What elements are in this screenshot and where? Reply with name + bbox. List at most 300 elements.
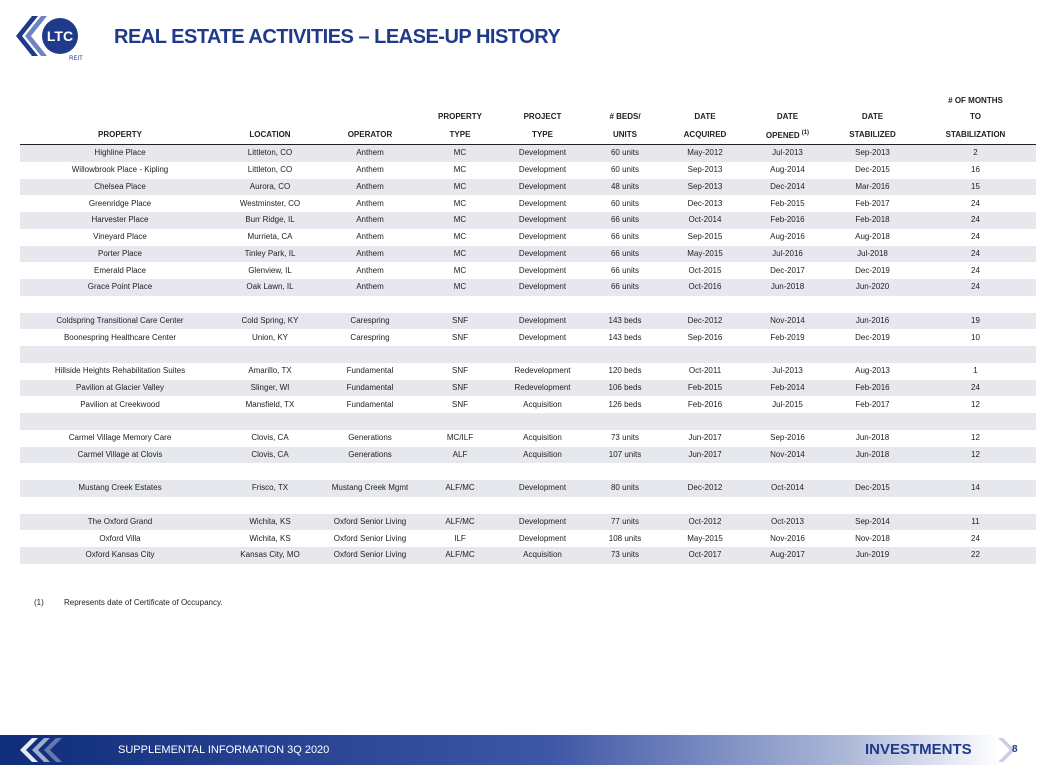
col-header-date-opened [745, 93, 830, 109]
cell-property-type [420, 463, 500, 480]
cell-beds-units: 66 units [585, 279, 665, 296]
cell-property-type: MC [420, 262, 500, 279]
cell-date-opened: Aug-2016 [745, 229, 830, 246]
cell-project-type: Development [500, 329, 585, 346]
cell-location: Oak Lawn, IL [220, 279, 320, 296]
cell-project-type: Development [500, 229, 585, 246]
cell-date-acquired: Oct-2012 [665, 514, 745, 531]
cell-date-acquired: Feb-2016 [665, 396, 745, 413]
cell-operator: Generations [320, 447, 420, 464]
cell-months-to-stabilization: 24 [915, 279, 1036, 296]
cell-beds-units: 48 units [585, 179, 665, 196]
cell-location: Burr Ridge, IL [220, 212, 320, 229]
cell-property [20, 497, 220, 514]
cell-location: Clovis, CA [220, 447, 320, 464]
cell-project-type: Development [500, 514, 585, 531]
cell-months-to-stabilization: 22 [915, 547, 1036, 564]
cell-date-acquired: Oct-2015 [665, 262, 745, 279]
cell-location: Murrieta, CA [220, 229, 320, 246]
cell-project-type: Development [500, 179, 585, 196]
cell-date-opened [745, 413, 830, 430]
cell-beds-units: 73 units [585, 547, 665, 564]
cell-property: Hillside Heights Rehabilitation Suites [20, 363, 220, 380]
col-header-months: # OF MONTHS [948, 96, 1003, 105]
cell-date-acquired: Sep-2016 [665, 329, 745, 346]
cell-property-type: MC [420, 229, 500, 246]
cell-date-acquired: May-2012 [665, 145, 745, 162]
lease-up-table [20, 93, 1036, 564]
cell-beds-units: 66 units [585, 212, 665, 229]
cell-project-type: Acquisition [500, 396, 585, 413]
cell-operator: Mustang Creek Mgmt [320, 480, 420, 497]
cell-property-type: MC/ILF [420, 430, 500, 447]
cell-property [20, 413, 220, 430]
cell-property: Porter Place [20, 246, 220, 263]
table-spacer-row [20, 346, 1036, 363]
cell-date-opened: Nov-2014 [745, 313, 830, 330]
cell-beds-units: 126 beds [585, 396, 665, 413]
cell-beds-units [585, 296, 665, 313]
page-title: REAL ESTATE ACTIVITIES – LEASE-UP HISTORY [114, 26, 561, 48]
cell-property-type: MC [420, 179, 500, 196]
cell-property-type: SNF [420, 313, 500, 330]
cell-location: Amarillo, TX [220, 363, 320, 380]
col-header-property: PROPERTY [20, 125, 220, 145]
cell-property-type: MC [420, 279, 500, 296]
table-row [20, 313, 1036, 330]
cell-months-to-stabilization: 24 [915, 262, 1036, 279]
cell-date-acquired: May-2015 [665, 530, 745, 547]
cell-date-stabilized: Dec-2015 [830, 162, 915, 179]
cell-project-type: Development [500, 530, 585, 547]
table-row [20, 514, 1036, 531]
col-header-date-stabilized: STABILIZED [830, 125, 915, 145]
cell-property-type [420, 296, 500, 313]
table-body [20, 145, 1036, 564]
cell-date-opened: Feb-2016 [745, 212, 830, 229]
cell-date-stabilized: Jun-2016 [830, 313, 915, 330]
cell-property-type: ALF [420, 447, 500, 464]
cell-property: Harvester Place [20, 212, 220, 229]
col-header-property [20, 93, 220, 109]
cell-date-acquired [665, 497, 745, 514]
footnote [34, 598, 223, 607]
cell-beds-units [585, 463, 665, 480]
footer-section-title: INVESTMENTS [865, 741, 972, 758]
cell-project-type [500, 296, 585, 313]
cell-date-stabilized [830, 497, 915, 514]
cell-property-type: MC [420, 145, 500, 162]
header-row [20, 109, 1036, 125]
cell-beds-units: 108 units [585, 530, 665, 547]
header-row [20, 93, 1036, 109]
cell-property: Pavilion at Creekwood [20, 396, 220, 413]
cell-project-type: Development [500, 313, 585, 330]
cell-beds-units: 107 units [585, 447, 665, 464]
cell-project-type [500, 463, 585, 480]
cell-project-type [500, 497, 585, 514]
cell-date-acquired: Oct-2016 [665, 279, 745, 296]
cell-months-to-stabilization [915, 463, 1036, 480]
cell-months-to-stabilization: 1 [915, 363, 1036, 380]
col-header-operator [320, 109, 420, 125]
cell-beds-units: 143 beds [585, 329, 665, 346]
cell-property-type: ALF/MC [420, 547, 500, 564]
cell-location [220, 413, 320, 430]
cell-date-opened: Jun-2018 [745, 279, 830, 296]
cell-beds-units: 66 units [585, 246, 665, 263]
cell-property: Vineyard Place [20, 229, 220, 246]
cell-date-opened [745, 497, 830, 514]
cell-date-stabilized: Dec-2019 [830, 262, 915, 279]
logo-subtext: REIT [69, 56, 83, 62]
footer-label: SUPPLEMENTAL INFORMATION 3Q 2020 [118, 744, 330, 756]
cell-operator: Carespring [320, 329, 420, 346]
cell-property [20, 296, 220, 313]
cell-property: Coldspring Transitional Care Center [20, 313, 220, 330]
cell-date-stabilized [830, 346, 915, 363]
col-header-location [220, 93, 320, 109]
cell-location: Clovis, CA [220, 430, 320, 447]
cell-date-opened: Dec-2014 [745, 179, 830, 196]
table-spacer-row [20, 413, 1036, 430]
cell-date-acquired: May-2015 [665, 246, 745, 263]
table-row [20, 480, 1036, 497]
page-number: 8 [1012, 744, 1018, 755]
cell-location: Cold Spring, KY [220, 313, 320, 330]
col-header-months: TO [970, 112, 981, 121]
cell-property [20, 463, 220, 480]
cell-date-opened [745, 463, 830, 480]
cell-months-to-stabilization: 12 [915, 447, 1036, 464]
table-row [20, 380, 1036, 397]
cell-date-stabilized: Feb-2017 [830, 396, 915, 413]
cell-date-stabilized [830, 296, 915, 313]
cell-months-to-stabilization [915, 346, 1036, 363]
cell-date-stabilized: Aug-2013 [830, 363, 915, 380]
cell-date-opened: Feb-2019 [745, 329, 830, 346]
cell-beds-units: 80 units [585, 480, 665, 497]
cell-property: Pavilion at Glacier Valley [20, 380, 220, 397]
cell-location: Aurora, CO [220, 179, 320, 196]
col-header-location: LOCATION [220, 125, 320, 145]
table-row [20, 145, 1036, 162]
cell-location [220, 296, 320, 313]
col-header-date-acquired [665, 93, 745, 109]
cell-property: Oxford Villa [20, 530, 220, 547]
cell-property-type [420, 346, 500, 363]
col-header-beds-units: # BEDS/ [609, 112, 641, 121]
cell-months-to-stabilization: 12 [915, 430, 1036, 447]
cell-months-to-stabilization: 24 [915, 246, 1036, 263]
table-row [20, 195, 1036, 212]
cell-date-acquired: Oct-2011 [665, 363, 745, 380]
cell-date-opened: Oct-2013 [745, 514, 830, 531]
cell-property-type: MC [420, 195, 500, 212]
cell-date-stabilized: Dec-2015 [830, 480, 915, 497]
cell-date-opened: Aug-2014 [745, 162, 830, 179]
cell-date-opened: Sep-2016 [745, 430, 830, 447]
cell-date-stabilized: Mar-2016 [830, 179, 915, 196]
cell-months-to-stabilization: 15 [915, 179, 1036, 196]
cell-beds-units: 60 units [585, 162, 665, 179]
table-row [20, 179, 1036, 196]
col-header-beds-units [585, 93, 665, 109]
logo-text: LTC [46, 28, 74, 44]
col-header-date-stabilized [830, 93, 915, 109]
cell-date-opened: Jul-2015 [745, 396, 830, 413]
cell-months-to-stabilization: 24 [915, 195, 1036, 212]
cell-property-type: MC [420, 162, 500, 179]
cell-location [220, 346, 320, 363]
cell-operator [320, 463, 420, 480]
col-header-months: STABILIZATION [915, 125, 1036, 145]
col-header-date-acquired: DATE [694, 112, 716, 121]
cell-project-type: Development [500, 212, 585, 229]
cell-property: Emerald Place [20, 262, 220, 279]
cell-beds-units: 143 beds [585, 313, 665, 330]
cell-date-stabilized: Jun-2020 [830, 279, 915, 296]
cell-project-type [500, 413, 585, 430]
cell-property-type [420, 497, 500, 514]
cell-operator: Fundamental [320, 363, 420, 380]
header-row [20, 125, 1036, 145]
table-row [20, 396, 1036, 413]
cell-date-acquired: Oct-2017 [665, 547, 745, 564]
cell-operator: Oxford Senior Living [320, 530, 420, 547]
table-row [20, 262, 1036, 279]
cell-location [220, 497, 320, 514]
cell-operator: Fundamental [320, 380, 420, 397]
cell-property-type: SNF [420, 329, 500, 346]
col-header-operator: OPERATOR [320, 125, 420, 145]
cell-project-type: Development [500, 262, 585, 279]
cell-months-to-stabilization: 19 [915, 313, 1036, 330]
table-row [20, 162, 1036, 179]
cell-property-type: MC [420, 212, 500, 229]
cell-project-type: Acquisition [500, 447, 585, 464]
col-header-date-stabilized: DATE [861, 112, 884, 121]
cell-property: Carmel Village at Clovis [20, 447, 220, 464]
col-header-location [220, 109, 320, 125]
cell-months-to-stabilization: 10 [915, 329, 1036, 346]
col-header-date-opened: DATE [776, 112, 799, 121]
cell-beds-units [585, 346, 665, 363]
cell-location: Frisco, TX [220, 480, 320, 497]
table-row [20, 329, 1036, 346]
cell-beds-units: 120 beds [585, 363, 665, 380]
cell-date-stabilized: Jun-2019 [830, 547, 915, 564]
cell-operator: Oxford Senior Living [320, 514, 420, 531]
cell-property: The Oxford Grand [20, 514, 220, 531]
table-row [20, 447, 1036, 464]
cell-property: Oxford Kansas City [20, 547, 220, 564]
cell-beds-units: 106 beds [585, 380, 665, 397]
cell-date-acquired: Sep-2015 [665, 229, 745, 246]
cell-project-type: Redevelopment [500, 380, 585, 397]
cell-project-type: Development [500, 145, 585, 162]
table-row [20, 547, 1036, 564]
cell-months-to-stabilization: 24 [915, 530, 1036, 547]
cell-project-type: Acquisition [500, 547, 585, 564]
footnote-text: Represents date of Certificate of Occupancy. [64, 598, 223, 607]
cell-date-opened: Jul-2013 [745, 363, 830, 380]
table-row [20, 430, 1036, 447]
cell-property: Mustang Creek Estates [20, 480, 220, 497]
cell-date-stabilized: Sep-2013 [830, 145, 915, 162]
col-header-project-type [500, 93, 585, 109]
cell-months-to-stabilization: 24 [915, 380, 1036, 397]
cell-operator: Carespring [320, 313, 420, 330]
col-header-project-type: PROJECT [523, 112, 562, 121]
cell-date-acquired: Feb-2015 [665, 380, 745, 397]
cell-project-type: Development [500, 162, 585, 179]
table-spacer-row [20, 296, 1036, 313]
cell-operator: Anthem [320, 145, 420, 162]
cell-property-type: SNF [420, 363, 500, 380]
cell-months-to-stabilization: 12 [915, 396, 1036, 413]
cell-location: Slinger, WI [220, 380, 320, 397]
col-header-property-type: PROPERTY [437, 112, 482, 121]
cell-property-type: ALF/MC [420, 514, 500, 531]
chevron-left-icon [18, 736, 78, 764]
cell-location: Tinley Park, IL [220, 246, 320, 263]
cell-date-opened: Jul-2016 [745, 246, 830, 263]
cell-months-to-stabilization [915, 413, 1036, 430]
cell-operator: Anthem [320, 162, 420, 179]
cell-property: Greenridge Place [20, 195, 220, 212]
cell-date-acquired: Sep-2013 [665, 162, 745, 179]
cell-date-acquired [665, 296, 745, 313]
cell-property-type: MC [420, 246, 500, 263]
cell-date-acquired [665, 463, 745, 480]
cell-date-acquired: Dec-2012 [665, 313, 745, 330]
cell-date-opened: Feb-2015 [745, 195, 830, 212]
cell-operator: Anthem [320, 195, 420, 212]
cell-date-acquired: Oct-2014 [665, 212, 745, 229]
cell-property: Willowbrook Place - Kipling [20, 162, 220, 179]
cell-operator: Anthem [320, 279, 420, 296]
cell-months-to-stabilization: 24 [915, 229, 1036, 246]
cell-project-type: Development [500, 279, 585, 296]
cell-date-acquired [665, 413, 745, 430]
cell-date-opened: Nov-2014 [745, 447, 830, 464]
cell-operator: Anthem [320, 179, 420, 196]
cell-operator: Anthem [320, 229, 420, 246]
cell-months-to-stabilization: 2 [915, 145, 1036, 162]
cell-date-stabilized: Feb-2016 [830, 380, 915, 397]
cell-date-stabilized: Dec-2019 [830, 329, 915, 346]
cell-property-type: ILF [420, 530, 500, 547]
cell-date-stabilized: Jun-2018 [830, 447, 915, 464]
cell-date-stabilized: Nov-2018 [830, 530, 915, 547]
cell-date-acquired: Jun-2017 [665, 447, 745, 464]
table-spacer-row [20, 497, 1036, 514]
cell-property-type: ALF/MC [420, 480, 500, 497]
col-header-property-type: TYPE [420, 125, 500, 145]
col-header-property [20, 109, 220, 125]
cell-location [220, 463, 320, 480]
col-header-operator [320, 93, 420, 109]
cell-date-opened [745, 296, 830, 313]
cell-months-to-stabilization: 16 [915, 162, 1036, 179]
cell-operator [320, 413, 420, 430]
cell-date-acquired: Jun-2017 [665, 430, 745, 447]
cell-location: Wichita, KS [220, 530, 320, 547]
cell-date-acquired: Dec-2012 [665, 480, 745, 497]
cell-beds-units: 66 units [585, 229, 665, 246]
table-row [20, 530, 1036, 547]
cell-project-type: Acquisition [500, 430, 585, 447]
cell-location: Westminster, CO [220, 195, 320, 212]
cell-date-opened: Oct-2014 [745, 480, 830, 497]
footnote-number: (1) [34, 598, 44, 607]
cell-months-to-stabilization: 11 [915, 514, 1036, 531]
cell-location: Littleton, CO [220, 145, 320, 162]
cell-operator: Anthem [320, 262, 420, 279]
cell-project-type: Development [500, 480, 585, 497]
footnote-ref: (1) [801, 130, 810, 136]
cell-months-to-stabilization: 14 [915, 480, 1036, 497]
cell-date-opened [745, 346, 830, 363]
cell-date-opened: Feb-2014 [745, 380, 830, 397]
cell-property: Carmel Village Memory Care [20, 430, 220, 447]
cell-date-stabilized: Sep-2014 [830, 514, 915, 531]
cell-location: Littleton, CO [220, 162, 320, 179]
cell-operator: Anthem [320, 246, 420, 263]
cell-property-type: SNF [420, 380, 500, 397]
ltc-reit-logo [14, 14, 84, 64]
cell-date-stabilized: Aug-2018 [830, 229, 915, 246]
cell-beds-units: 73 units [585, 430, 665, 447]
cell-months-to-stabilization [915, 296, 1036, 313]
cell-date-acquired: Dec-2013 [665, 195, 745, 212]
cell-date-acquired: Sep-2013 [665, 179, 745, 196]
cell-date-stabilized: Jul-2018 [830, 246, 915, 263]
cell-operator: Anthem [320, 212, 420, 229]
col-header-date-acquired: ACQUIRED [665, 125, 745, 145]
cell-date-opened: Aug-2017 [745, 547, 830, 564]
cell-operator [320, 346, 420, 363]
col-header-beds-units: UNITS [585, 125, 665, 145]
cell-property: Boonespring Healthcare Center [20, 329, 220, 346]
cell-date-opened: Dec-2017 [745, 262, 830, 279]
cell-beds-units [585, 497, 665, 514]
cell-property-type [420, 413, 500, 430]
cell-date-stabilized [830, 413, 915, 430]
cell-project-type: Redevelopment [500, 363, 585, 380]
cell-operator [320, 497, 420, 514]
table-row [20, 246, 1036, 263]
cell-location: Glenview, IL [220, 262, 320, 279]
col-header-property-type [420, 93, 500, 109]
col-header-project-type: TYPE [500, 125, 585, 145]
col-header-date-opened-label: OPENED [765, 131, 800, 140]
cell-date-stabilized: Feb-2017 [830, 195, 915, 212]
cell-property-type: SNF [420, 396, 500, 413]
cell-property: Chelsea Place [20, 179, 220, 196]
cell-beds-units [585, 413, 665, 430]
cell-beds-units: 66 units [585, 262, 665, 279]
cell-operator [320, 296, 420, 313]
cell-project-type [500, 346, 585, 363]
col-header-date-opened [745, 125, 830, 145]
cell-location: Wichita, KS [220, 514, 320, 531]
cell-beds-units: 77 units [585, 514, 665, 531]
cell-beds-units: 60 units [585, 145, 665, 162]
cell-months-to-stabilization [915, 497, 1036, 514]
table-row [20, 279, 1036, 296]
